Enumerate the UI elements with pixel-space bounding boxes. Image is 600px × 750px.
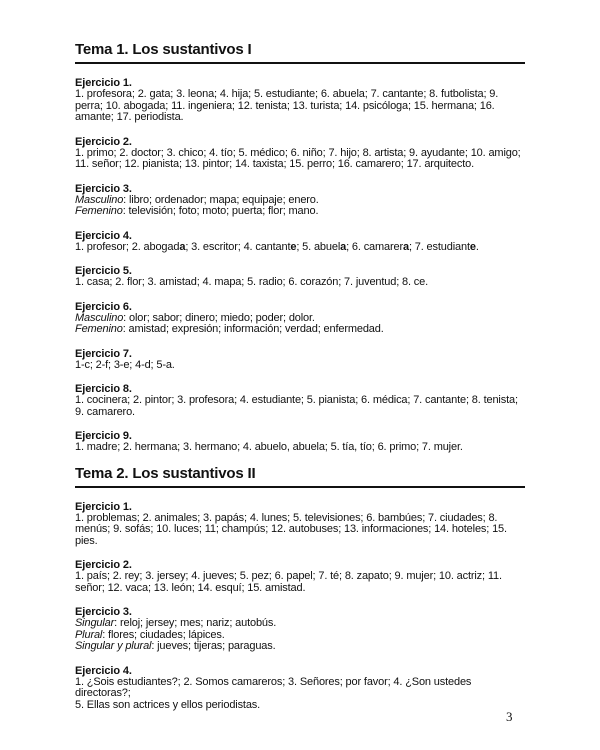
femenino-answers: : amistad; expresión; información; verdad; enfermedad.	[122, 323, 384, 335]
exercise-title: Ejercicio 3.	[75, 606, 132, 618]
exercise-answers	[75, 313, 525, 336]
singular-label: Singular	[75, 617, 115, 629]
tema2-ejercicio-4	[75, 665, 525, 712]
tema1-ejercicio-6	[75, 301, 525, 336]
tema1-ejercicio-2	[75, 136, 525, 171]
tema1-ejercicio-1	[75, 77, 525, 124]
exercise-answers: 1-c; 2-f; 3-e; 4-d; 5-a.	[75, 358, 175, 371]
answer-segment: ; 7. estudiant	[408, 240, 470, 253]
bold-ending: a	[340, 240, 347, 253]
singular-y-plural-answers: : jueves; tijeras; paraguas.	[151, 640, 276, 652]
tema2-ejercicio-2	[75, 559, 525, 594]
femenino-answers: : televisión; foto; moto; puerta; flor; mano.	[122, 205, 319, 217]
tema1-ejercicio-3	[75, 183, 525, 218]
exercise-title: Ejercicio 5.	[75, 265, 132, 277]
femenino-line	[75, 324, 525, 336]
exercise-answers: 1. profesora; 2. gata; 3. leona; 4. hija; 5. estudiante; 6. abuela; 7. cantante; 8. futbolista; 9. perra; 10. abogada; 11. ingeniera; 12. tenista; 13. turista; 14. psicóloga; 15. hermana; 16. amante; 17. periodista.	[75, 88, 499, 123]
answer-line: 5. Ellas son actrices y ellos periodistas.	[75, 698, 261, 711]
femenino-label: Femenino	[75, 323, 123, 335]
exercise-title: Ejercicio 9.	[75, 430, 132, 442]
answer-key-page	[75, 40, 525, 711]
tema1-ejercicio-5	[75, 265, 525, 289]
tema2-ejercicio-3	[75, 606, 525, 653]
exercise-title: Ejercicio 3.	[75, 182, 132, 195]
exercise-title: Ejercicio 1.	[75, 500, 132, 513]
exercise-answers	[75, 195, 525, 218]
tema1-ejercicio-8	[75, 383, 525, 418]
exercise-title: Ejercicio 1.	[75, 77, 132, 89]
masculino-answers: : libro; ordenador; mapa; equipaje; enero.	[123, 193, 319, 206]
singular-y-plural-line	[75, 641, 525, 653]
exercise-answers: 1. problemas; 2. animales; 3. papás; 4. lunes; 5. televisiones; 6. bambúes; 7. ciudades; 8. menús; 9. sofás; 10. luces; 11; champús; 12. autobuses; 13. informaciones; 14. hoteles; 15. pies.	[75, 511, 507, 547]
tema1-ejercicio-4	[75, 230, 525, 254]
tema1-ejercicio-9	[75, 430, 525, 454]
exercise-answers: 1. país; 2. rey; 3. jersey; 4. jueves; 5. pez; 6. papel; 7. té; 8. zapato; 9. mujer; 10. actriz; 11. señor; 12. vaca; 13. león; 14. esquí; 15. amistad.	[75, 570, 502, 594]
femenino-label: Femenino	[75, 205, 123, 217]
answer-segment: ; 5. abuel	[296, 240, 341, 253]
answer-segment: 1. profesor; 2. abogad	[75, 240, 180, 253]
exercise-answers	[75, 677, 525, 712]
page-number: 3	[506, 709, 513, 724]
exercise-title: Ejercicio 4.	[75, 664, 132, 677]
bold-ending: e	[469, 240, 476, 253]
tema-2-heading: Tema 2. Los sustantivos II	[75, 464, 525, 488]
exercise-title: Ejercicio 4.	[75, 229, 132, 242]
exercise-title: Ejercicio 2.	[75, 559, 132, 571]
exercise-answers	[75, 242, 525, 254]
bold-ending: a	[403, 240, 409, 253]
tema2-ejercicio-1	[75, 501, 525, 548]
exercise-answers: 1. primo; 2. doctor; 3. chico; 4. tío; 5. médico; 6. niño; 7. hijo; 8. artista; 9. ayudante; 10. amigo; 11. señor; 12. pianista; 13. pintor; 14. taxista; 15. perro; 16. camarero; 17. arquitecto.	[75, 146, 521, 170]
masculino-label: Masculino	[75, 193, 124, 206]
singular-answers: : reloj; jersey; mes; nariz; autobús.	[114, 617, 277, 629]
bold-ending: e	[290, 240, 297, 253]
bold-ending: a	[179, 240, 186, 253]
exercise-answers: 1. madre; 2. hermana; 3. hermano; 4. abuelo, abuela; 5. tía, tío; 6. primo; 7. mujer.	[75, 441, 463, 453]
tema-1-heading: Tema 1. Los sustantivos I	[75, 40, 525, 64]
exercise-answers	[75, 618, 525, 653]
plural-label: Plural	[75, 628, 103, 641]
exercise-title: Ejercicio 6.	[75, 300, 132, 313]
tema1-ejercicio-7	[75, 348, 525, 372]
exercise-title: Ejercicio 2.	[75, 135, 132, 148]
masculino-answers: : olor; sabor; dinero; miedo; poder; dolor.	[123, 311, 315, 324]
singular-y-plural-label: Singular y plural	[75, 640, 152, 652]
exercise-answers: 1. cocinera; 2. pintor; 3. profesora; 4. estudiante; 5. pianista; 6. médica; 7. cantante; 8. tenista; 9. camarero.	[75, 394, 518, 418]
plural-answers: : flores; ciudades; lápices.	[102, 628, 225, 641]
femenino-line	[75, 206, 525, 218]
answer-segment: .	[475, 240, 479, 253]
answer-line: 1. ¿Sois estudiantes?; 2. Somos camareros; 3. Señores; por favor; 4. ¿Son ustedes directoras?;	[75, 675, 472, 699]
masculino-label: Masculino	[75, 311, 124, 324]
answer-segment: ; 3. escritor; 4. cantant	[185, 240, 291, 253]
answer-segment: ; 6. camarer	[346, 240, 403, 253]
exercise-answers: 1. casa; 2. flor; 3. amistad; 4. mapa; 5. radio; 6. corazón; 7. juventud; 8. ce.	[75, 276, 429, 288]
exercise-title: Ejercicio 8.	[75, 383, 132, 395]
exercise-title: Ejercicio 7.	[75, 347, 132, 360]
